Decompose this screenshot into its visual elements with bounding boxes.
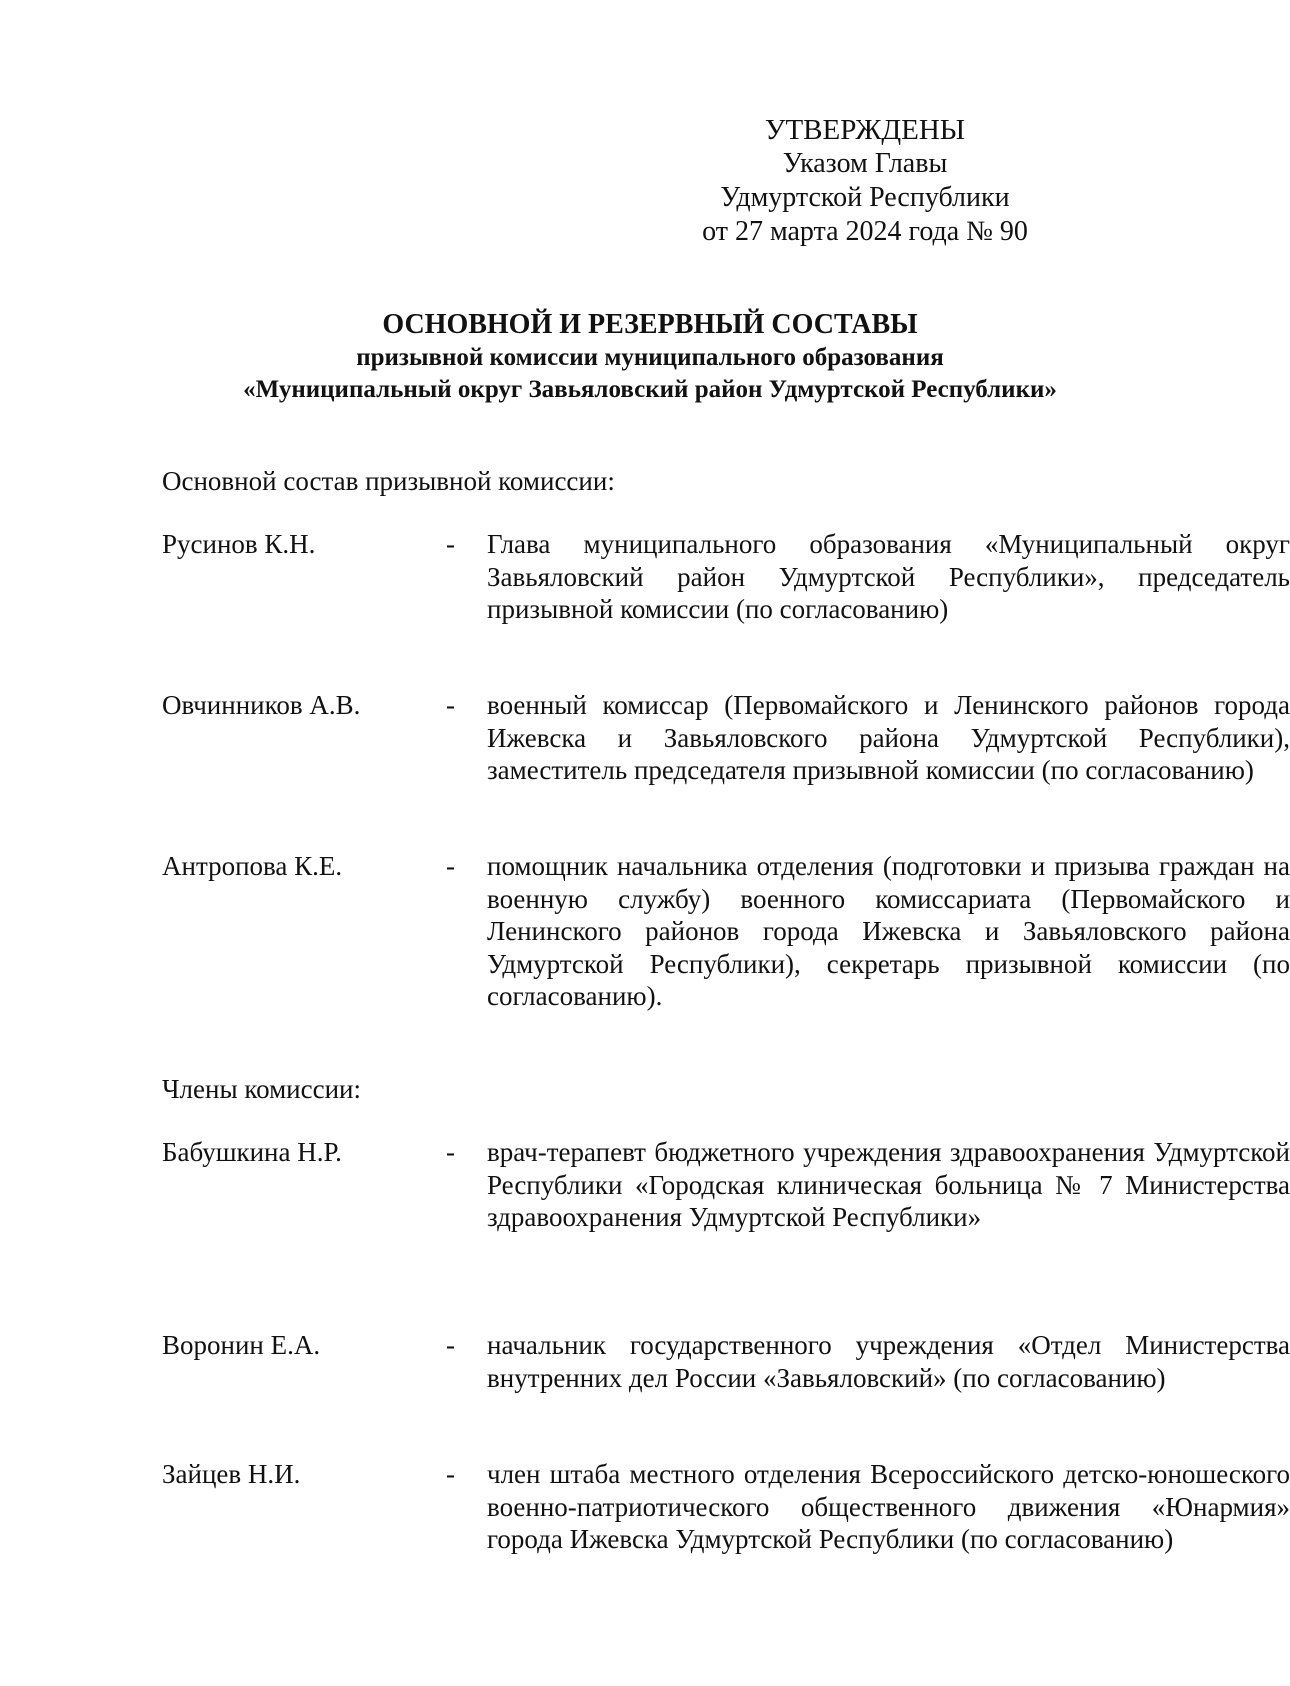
member-role: член штаба местного отделения Всероссийского детско-юношеского военно-патриотического общественного движения «Юнармия» города Ижевска Удмуртской Республики (по согласованию) — [487, 1459, 1290, 1554]
approval-date-line: от 27 марта 2024 года № 90 — [702, 216, 1028, 247]
member-name: Овчинников А.В. — [162, 690, 361, 720]
member-role: военный комиссар (Первомайского и Ленинского районов города Ижевска и Завьяловского района Удмуртской Республики), заместитель председателя призывной комиссии (по согласованию) — [487, 690, 1290, 785]
member-role: врач-терапевт бюджетного учреждения здравоохранения Удмуртской Республики «Городская клиническая больница № 7 Министерства здравоохранения Удмуртской Республики» — [487, 1137, 1290, 1232]
member-name: Воронин Е.А. — [162, 1330, 321, 1360]
member-role: Глава муниципального образования «Муниципальный округ Завьяловский район Удмуртской Республики», председатель призывной комиссии (по согласованию) — [487, 529, 1290, 624]
member-dash: - — [446, 690, 455, 720]
member-dash: - — [446, 529, 455, 559]
member-dash: - — [446, 1137, 455, 1167]
member-dash: - — [446, 1459, 455, 1489]
main-composition-heading: Основной состав призывной комиссии: — [162, 466, 615, 496]
approval-heading: УТВЕРЖДЕНЫ — [764, 114, 966, 146]
document-subtitle-2: «Муниципальный округ Завьяловский район Удмуртской Республики» — [243, 376, 1057, 403]
member-name: Зайцев Н.И. — [162, 1459, 301, 1489]
approval-decree-line: Указом Главы — [782, 148, 948, 179]
member-name: Русинов К.Н. — [162, 529, 316, 559]
member-role: помощник начальника отделения (подготовки и призыва граждан на военную службу) военного комиссариата (Первомайского и Ленинского районов города Ижевска и Завьяловского района Удмуртской Республики), секретарь призывной комиссии (по согласованию). — [487, 851, 1290, 1011]
document-title-block — [100, 308, 1200, 406]
document-subtitle-1: призывной комиссии муниципального образования — [356, 344, 944, 371]
member-role: начальник государственного учреждения «Отдел Министерства внутренних дел России «Завьяловский» (по согласованию) — [487, 1330, 1290, 1393]
document-title: ОСНОВНОЙ И РЕЗЕРВНЫЙ СОСТАВЫ — [382, 309, 918, 340]
approval-stamp-block — [700, 113, 1030, 249]
member-dash: - — [446, 851, 455, 881]
member-dash: - — [446, 1330, 455, 1360]
member-name: Бабушкина Н.Р. — [162, 1137, 342, 1167]
member-name: Антропова К.Е. — [162, 851, 343, 881]
committee-members-heading: Члены комиссии: — [162, 1074, 361, 1104]
approval-republic-line: Удмуртской Республики — [720, 182, 1010, 213]
